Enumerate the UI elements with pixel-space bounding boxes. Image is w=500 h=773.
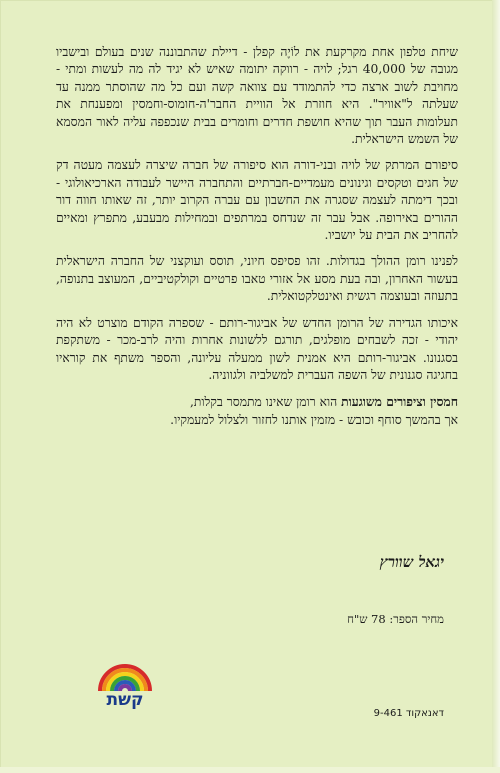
blurb-closing <box>56 393 458 429</box>
publisher-name: קשת <box>106 690 144 710</box>
blurb-text <box>56 44 458 438</box>
publisher-logo <box>70 660 180 720</box>
cover-edge <box>492 0 500 773</box>
price-label: מחיר הספר: 78 ש"ח <box>347 612 444 626</box>
reviewer-signature: יגאל שוורץ <box>379 553 444 571</box>
closing-text-1: הוא רומן שאינו מתמסר בקלות, <box>189 395 338 410</box>
barcode-text: דאנאקוד 9-461 <box>373 708 444 719</box>
blurb-paragraph-1: שיחת טלפון אחת מקרקעת את לוֹיֶה קפלן - דיילת שהתבוננה שנים בעולם ובישביו מגובה של 40,000 רגל; לויה - רווקה יתומה שאיש לא יגיד לה מה לעשות ומתי - מחויבת לשוב ארצה כדי להתמודד עם צוואה קשה ועם כל מה שהוסתר ממנה עד שעלתה ל"אוויר". היא חוזרת אל הוויית החבר'ה-חומוס-וחמסין ומפענחת את תעלומות העבר תוך שהיא חושפת חדרים וחומרים בבית שנכפפה עליה לאור המסמא של השמש הישראלית. <box>56 45 458 147</box>
closing-text-2: אך בהמשך סוחף וכובש - מזמין אותנו לחזור ולצלול למעמקיו. <box>170 412 458 427</box>
blurb-paragraph-3: לפנינו רומן ההולך בגדולות. זהו פסיפס חיוני, תוסס ועוקצני של החברה הישראלית בעשור האחרון, ובה בעת מסע אל אזורי טאבו פרטיים וקולקטיביים, המעוצב בתנופה, בתעוזה ובעוצמה רגשית ואינטלקטואלית. <box>56 254 458 304</box>
rainbow-logo-icon <box>96 660 154 692</box>
book-title: חמסין וציפורים משוגעות <box>341 394 458 410</box>
blurb-paragraph-2: סיפורם המרתק של לויה ובני-דורה הוא סיפורה של חברה שיצרה לעצמה מעטה דק של חגים וטקסים וגינונים מעמדיים-חברתיים והתחברה היישר לעבודה הארכיאולוגי - ובכך דימתה לעצמה שסגרה את החשבון עם עברה הקרוב יותר, זה שאותו חווה דור ההורים באירופה. אבל עבר זה שנדחס במרתפים ובמחילות מבעבע, מתפרץ ומאיים להחריב את הבית על יושביו. <box>56 158 458 243</box>
cover-bottom-edge <box>0 767 500 773</box>
blurb-paragraph-4: איכותו הגדירה של הרומן החדש של אביגור-רותם - שספרה הקודם מוצרט לא היה יהודי - זכה לשבחים מופלגים, תורגם ללשונות אחרות והיה לרב-מכר - משתקפת בסגנונו. אביגור-רותם היא אמנית לשון ממעלה עליונה, והספר משתף את קוראיו בחגיגה סגנונית של השפה העברית למשלביה ולגווניה. <box>56 315 458 382</box>
